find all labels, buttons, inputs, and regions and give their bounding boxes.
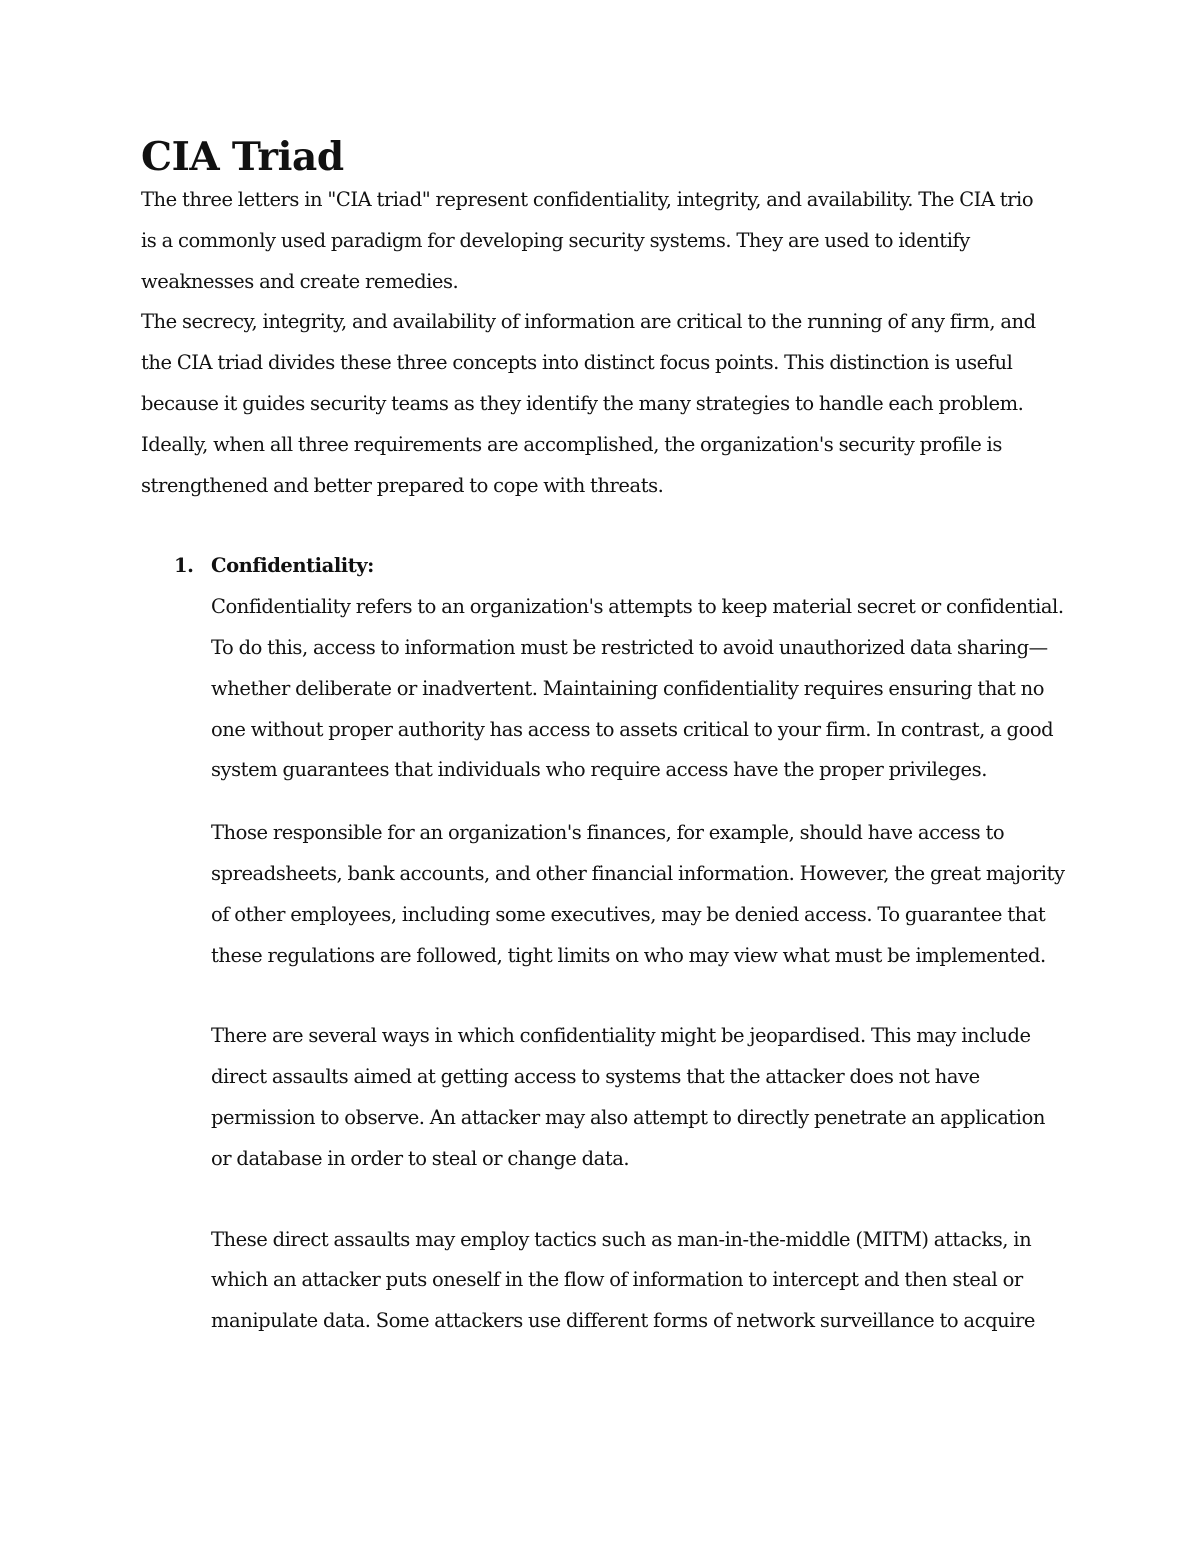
section-confidentiality (141, 546, 1065, 1342)
document-content (141, 134, 1065, 1342)
text-line: Those responsible for an organization's finances, for example, should have access to (211, 821, 1005, 845)
text-line: The three letters in "CIA triad" represent confidentiality, integrity, and availability. The CIA trio (141, 188, 1034, 211)
section-heading (141, 546, 1061, 587)
text-line: strengthened and better prepared to cope with threats. (141, 473, 664, 497)
section-heading-text: Confidentiality: (211, 554, 374, 578)
spacer (211, 1180, 1061, 1220)
text-line: one without proper authority has access to assets critical to your firm. In contrast, a good (211, 717, 1054, 741)
intro-paragraph (141, 302, 1061, 506)
text-line: because it guides security teams as they identify the many strategies to handle each problem. (141, 391, 1024, 415)
intro-paragraph (141, 180, 1061, 302)
text-line: which an attacker puts oneself in the flow of information to intercept and then steal or (211, 1268, 1023, 1292)
text-line: weaknesses and create remedies. (141, 269, 459, 293)
text-line: is a commonly used paradigm for developing security systems. They are used to identify (141, 228, 970, 252)
text-line: system guarantees that individuals who require access have the proper privileges. (211, 758, 987, 782)
text-line: To do this, access to information must be restricted to avoid unauthorized data sharing— (211, 635, 1048, 659)
text-line: These direct assaults may employ tactics such as man-in-the-middle (MITM) attacks, in (211, 1227, 1032, 1251)
section-paragraph (211, 1220, 1061, 1342)
document-title: CIA Triad (141, 134, 344, 180)
text-line: the CIA triad divides these three concepts into distinct focus points. This distinction is useful (141, 351, 1013, 375)
text-line: Confidentiality refers to an organization's attempts to keep material secret or confidential. (211, 595, 1064, 619)
text-line: or database in order to steal or change data. (211, 1146, 630, 1170)
section-body (141, 587, 1065, 1342)
text-line: of other employees, including some executives, may be denied access. To guarantee that (211, 902, 1046, 926)
text-line: permission to observe. An attacker may also attempt to directly penetrate an application (211, 1105, 1045, 1129)
section-paragraph (211, 813, 1065, 976)
text-line: manipulate data. Some attackers use different forms of network surveillance to acquire (211, 1309, 1035, 1333)
section-number: 1. (174, 554, 194, 578)
section-paragraph (211, 1016, 1061, 1179)
spacer (211, 976, 1061, 1016)
text-line: these regulations are followed, tight limits on who may view what must be implemented. (211, 943, 1046, 967)
text-line: spreadsheets, bank accounts, and other financial information. However, the great majority (211, 861, 1065, 885)
text-line: direct assaults aimed at getting access to systems that the attacker does not have (211, 1065, 980, 1089)
text-line: whether deliberate or inadvertent. Maintaining confidentiality requires ensuring that no (211, 676, 1045, 700)
section-paragraph (211, 587, 1064, 791)
text-line: Ideally, when all three requirements are accomplished, the organization's security profile is (141, 432, 1002, 456)
spacer (211, 791, 1061, 813)
text-line: The secrecy, integrity, and availability of information are critical to the running of any firm, and (141, 310, 1036, 334)
text-line: There are several ways in which confidentiality might be jeopardised. This may include (211, 1024, 1031, 1048)
spacer (141, 506, 1061, 546)
